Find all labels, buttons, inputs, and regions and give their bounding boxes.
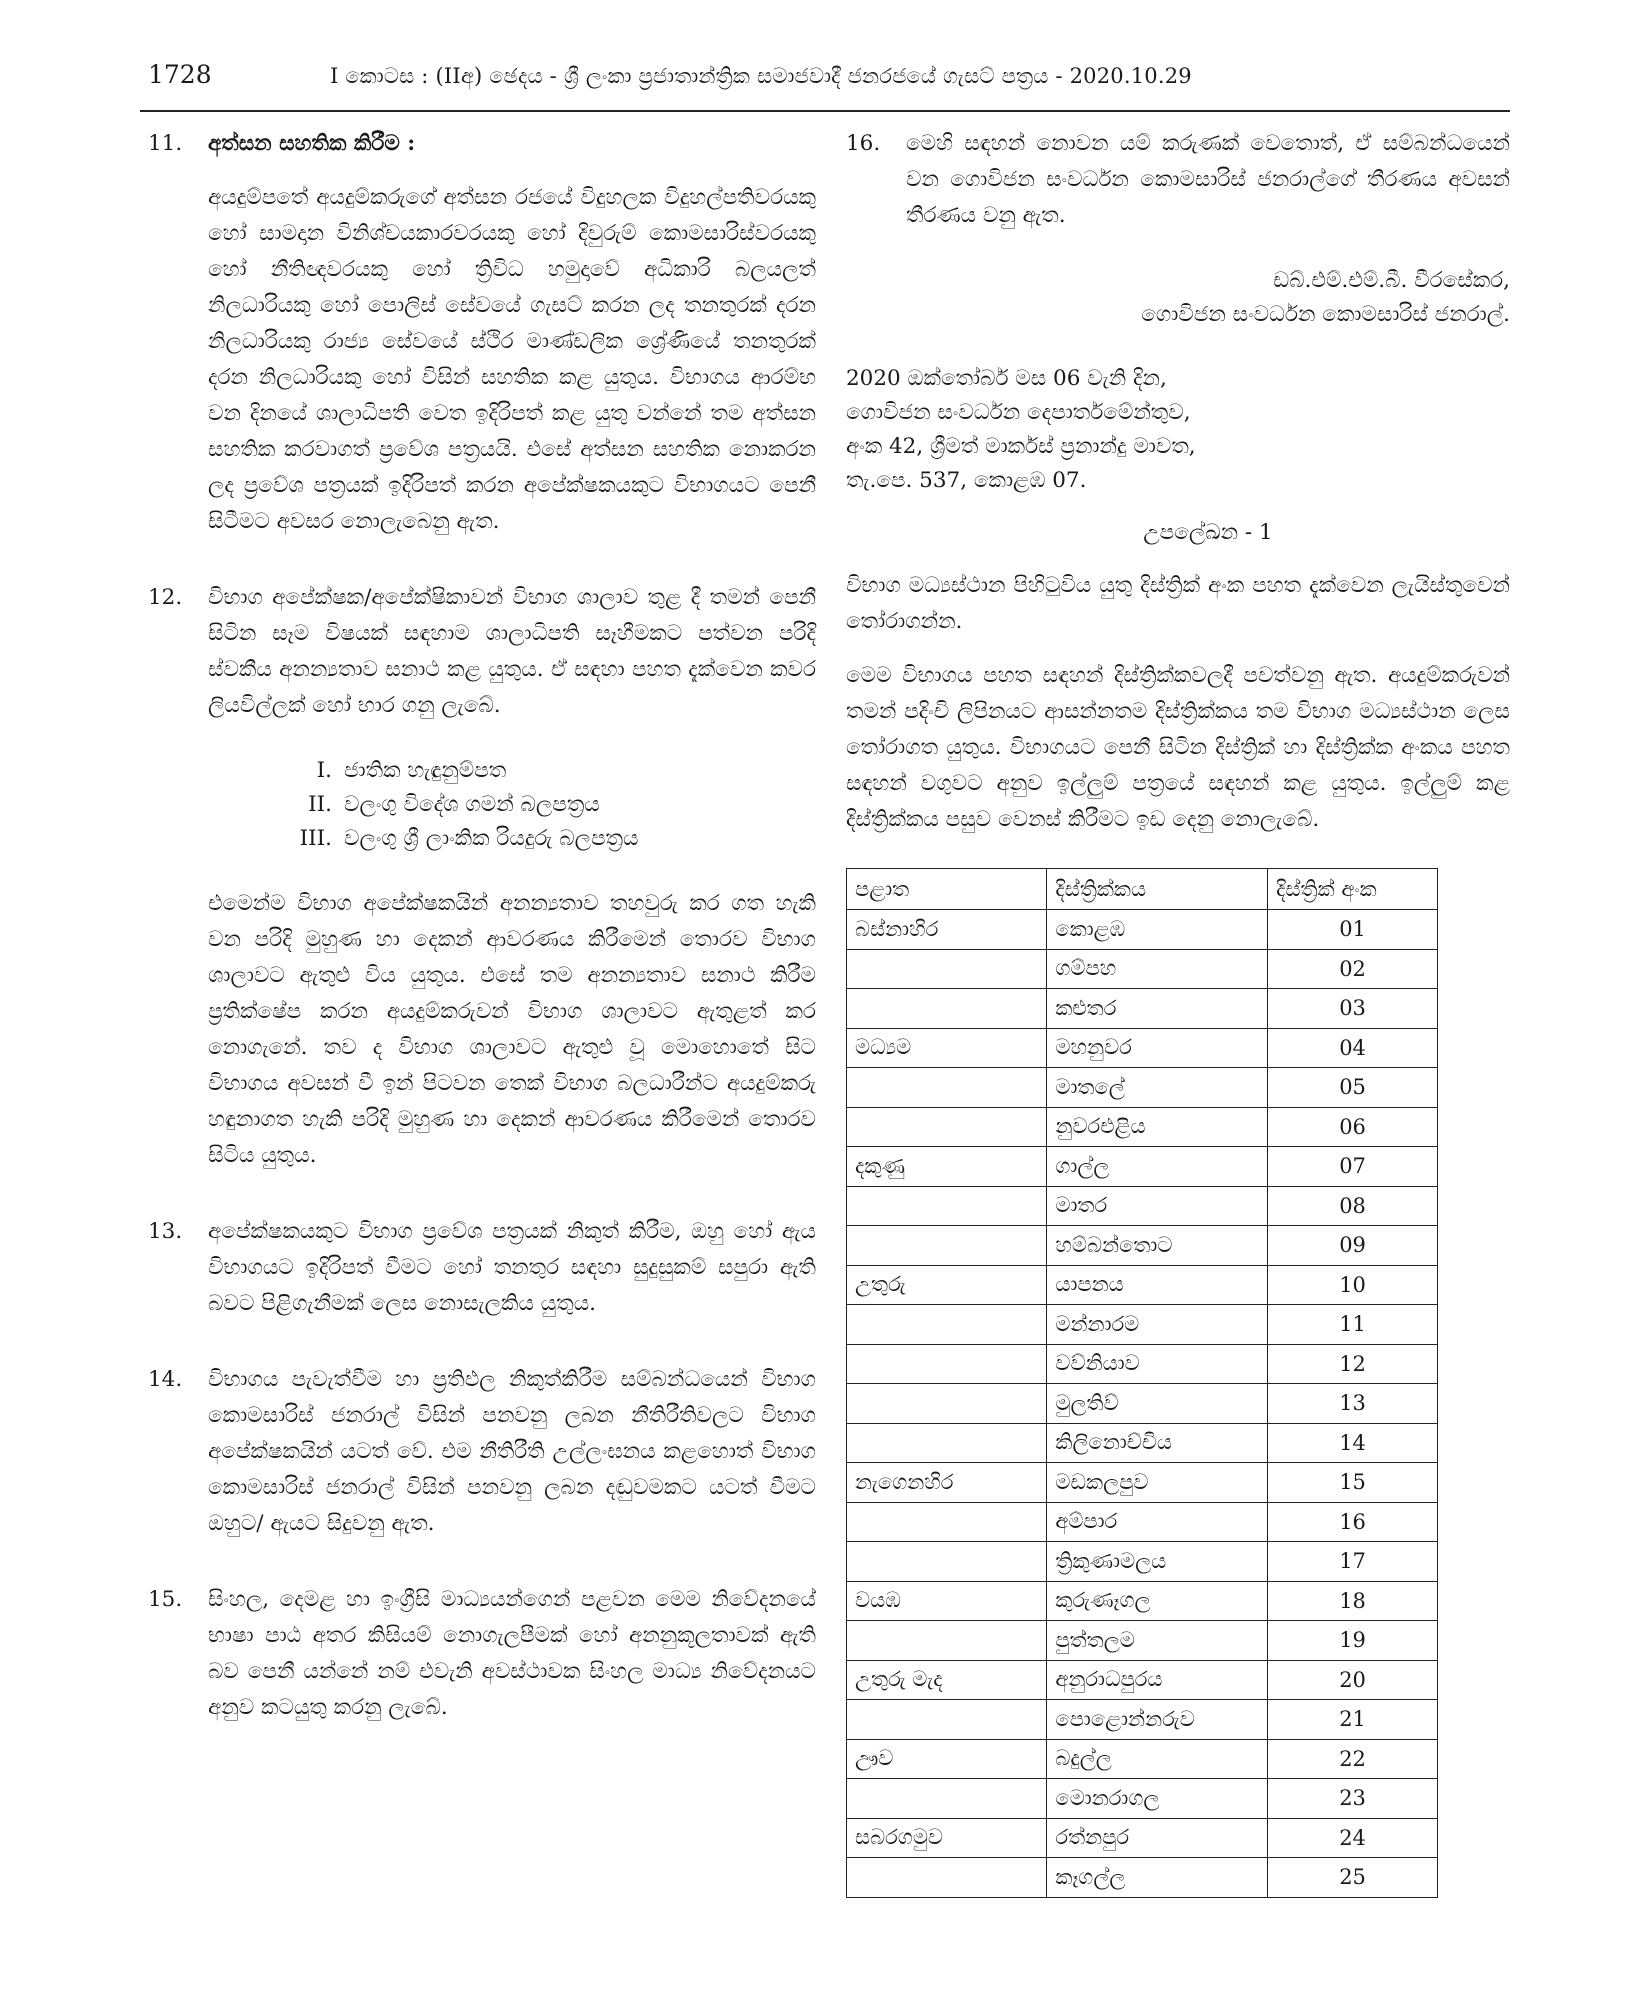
- cell-district-number: 05: [1268, 1068, 1438, 1108]
- section-text: සිංහල, දෙමළ හා ඉංග්‍රීසි මාධ්‍යයන්ගෙන් පළවන මෙම නිවේදනයේ භාෂා පාඨ අතර කිසියම් නොගැලපීමක් හෝ අනනුකූලතාවක් ඇති බව පෙනී යන්නේ නම් එවැනි අවස්ථාවක සිංහල මාධ්‍ය නිවේදනයට අනුව කටයුතු කරනු ලැබේ.: [208, 1587, 816, 1720]
- section-number: 12.: [148, 585, 183, 610]
- section-16: [846, 126, 1510, 234]
- cell-district: වව්නියාව: [1047, 1344, 1268, 1384]
- cell-district-number: 22: [1268, 1739, 1438, 1779]
- cell-district-number: 24: [1268, 1818, 1438, 1858]
- cell-district: කොළඹ: [1047, 910, 1268, 950]
- cell-district: ගම්පහ: [1047, 949, 1268, 989]
- cell-province: [847, 1621, 1047, 1661]
- district-table: [846, 868, 1438, 1898]
- section-number: 13.: [148, 1219, 183, 1244]
- cell-province: [847, 1305, 1047, 1345]
- section-number: 16.: [846, 131, 881, 156]
- table-row: [847, 910, 1438, 950]
- cell-province: නැගෙනහිර: [847, 1463, 1047, 1503]
- section-15: [148, 1582, 816, 1726]
- table-row: [847, 1423, 1438, 1463]
- table-row: [847, 989, 1438, 1029]
- table-body: [847, 910, 1438, 1898]
- cell-province: [847, 1542, 1047, 1582]
- cell-district: මොනරාගල: [1047, 1779, 1268, 1819]
- table-row: [847, 1107, 1438, 1147]
- column-header-district: දිස්ත්‍රික්කය: [1047, 869, 1268, 910]
- table-row: [847, 949, 1438, 989]
- cell-district: අම්පාර: [1047, 1502, 1268, 1542]
- annex-paragraph-2: මෙම විභාගය පහත සඳහන් දිස්ත්‍රික්කවලදී පවත්වනු ඇත. අයදුම්කරුවන් තමන් පදිංචි ලිපිනයට ආසන්නතම දිස්ත්‍රික්කය තම විභාග මධ්‍යස්ථාන ලෙස තෝරාගත යුතුය. විභාගයට පෙනී සිටින දිස්ත්‍රික් හා දිස්ත්‍රික්ක අංකය පහත සඳහන් වගුවට අනුව ඉල්ලුම් පත්‍රයේ සඳහන් කළ යුතුය. ඉල්ලුම් කළ දිස්ත්‍රික්කය පසුව වෙනස් කිරීමට ඉඩ දෙනු නොලැබේ.: [846, 663, 1510, 832]
- cell-district: මුලතිව්: [1047, 1384, 1268, 1424]
- cell-province: වයඹ: [847, 1581, 1047, 1621]
- list-item: III. වලංගු ශ්‍රී ලාංකික රියදුරු බලපත්‍රය: [299, 826, 639, 851]
- cell-district-number: 09: [1268, 1226, 1438, 1266]
- cell-province: ඌව: [847, 1739, 1047, 1779]
- cell-district-number: 18: [1268, 1581, 1438, 1621]
- cell-province: [847, 1186, 1047, 1226]
- cell-province: සබරගමුව: [847, 1818, 1047, 1858]
- section-13: [148, 1214, 816, 1322]
- cell-district-number: 02: [1268, 949, 1438, 989]
- cell-district: කළුතර: [1047, 989, 1268, 1029]
- table-row: [847, 1384, 1438, 1424]
- cell-district: මන්නාරම: [1047, 1305, 1268, 1345]
- table-row: [847, 1581, 1438, 1621]
- section-12: [148, 580, 816, 1174]
- cell-district-number: 03: [1268, 989, 1438, 1029]
- table-row: [847, 1502, 1438, 1542]
- cell-district-number: 06: [1268, 1107, 1438, 1147]
- table-row: [847, 1621, 1438, 1661]
- table-row: [847, 1305, 1438, 1345]
- cell-district-number: 17: [1268, 1542, 1438, 1582]
- cell-province: උතුරු: [847, 1265, 1047, 1305]
- cell-district: කෑගල්ල: [1047, 1858, 1268, 1898]
- cell-district: මහනුවර: [1047, 1028, 1268, 1068]
- cell-province: [847, 1858, 1047, 1898]
- table-row: [847, 1660, 1438, 1700]
- cell-province: බස්නාහිර: [847, 910, 1047, 950]
- section-number: 11.: [148, 131, 183, 156]
- signature-block: [846, 264, 1510, 332]
- cell-district-number: 25: [1268, 1858, 1438, 1898]
- section-text: අපේක්ෂකයකුට විභාග ප්‍රවේශ පත්‍රයක් නිකුත් කිරීම, ඔහු හෝ ඇය විභාගයට ඉදිරිපත් වීමට හෝ තනතුර සඳහා සුදුසුකම් සපුරා ඇති බවට පිළිගැනීමක් ලෙස නොසැලකිය යුතුය.: [208, 1219, 816, 1316]
- table-row: [847, 1028, 1438, 1068]
- signatory-title: ගොවිජන සංවර්ධන කොමසාරිස් ජනරාල්.: [1141, 302, 1510, 327]
- cell-district: මාතර: [1047, 1186, 1268, 1226]
- table-row: [847, 1779, 1438, 1819]
- section-number: 14.: [148, 1367, 183, 1392]
- section-text: මෙහි සඳහන් නොවන යම් කරුණක් වෙතොත්, ඒ සම්බන්ධයෙන් වන ගොවිජන සංවර්ධන කොමසාරිස් ජනරාල්ගේ තීරණය අවසන් තීරණය වනු ඇත.: [906, 131, 1510, 228]
- cell-province: [847, 1700, 1047, 1740]
- table-row: [847, 1265, 1438, 1305]
- cell-district-number: 19: [1268, 1621, 1438, 1661]
- cell-district-number: 13: [1268, 1384, 1438, 1424]
- section-14: [148, 1362, 816, 1542]
- table-row: [847, 1739, 1438, 1779]
- page-header: [0, 0, 1644, 120]
- section-text: අයදුම්පතේ අයදුම්කරුගේ අත්සන රජයේ විදුහලක විදුහල්පතිවරයකු හෝ සාමදාන විනිශ්චයකාරවරයකු හෝ දිවුරුම් කොමසාරිස්වරයකු හෝ නීතිඥවරයකු හෝ ත්‍රිවිධ හමුදාවේ අධිකාරි බලයලත් නිලධාරියකු හෝ පොලිස් සේවයේ ගැසට් කරන ලද තනතුරක් දරන නිලධාරියකු රාජ්‍ය සේවයේ ස්ථිර මාණ්ඩලික ශ්‍රේණියේ තනතුරක් දරන නිලධාරියකු හෝ විසින් සහතික කළ යුතුය. විභාගය ආරම්භ වන දිනයේ ශාලාධිපති වෙත ඉදිරිපත් කළ යුතු වන්නේ තම අත්සන සහතික කරවාගත් ප්‍රවේශ පත්‍රයයි. එසේ අත්සන සහතික නොකරන ලද ප්‍රවේශ පත්‍රයක් ඉදිරිපත් කරන අපේක්ෂකයකුට විභාගයට පෙනී සිටීමට අවසර නොලැබෙනු ඇත.: [208, 185, 816, 534]
- cell-province: [847, 1779, 1047, 1819]
- cell-district-number: 14: [1268, 1423, 1438, 1463]
- cell-district-number: 23: [1268, 1779, 1438, 1819]
- cell-district-number: 11: [1268, 1305, 1438, 1345]
- cell-province: දකුණු: [847, 1147, 1047, 1187]
- cell-district: යාපනය: [1047, 1265, 1268, 1305]
- cell-province: [847, 1344, 1047, 1384]
- cell-district-number: 12: [1268, 1344, 1438, 1384]
- cell-district: අනුරාධපුරය: [1047, 1660, 1268, 1700]
- cell-district: රත්නපුර: [1047, 1818, 1268, 1858]
- cell-district: කිලිනොච්චිය: [1047, 1423, 1268, 1463]
- address-line: අංක 42, ශ්‍රීමත් මාර්කස් ප්‍රනාන්දු මාවත,: [846, 434, 1196, 459]
- address-block: [846, 362, 1510, 498]
- cell-district-number: 15: [1268, 1463, 1438, 1503]
- cell-province: [847, 1226, 1047, 1266]
- cell-district: ගාල්ල: [1047, 1147, 1268, 1187]
- table-row: [847, 1068, 1438, 1108]
- column-header-province: පළාත: [847, 869, 1047, 910]
- section-text: විභාග අපේක්ෂක/අපේක්ෂිකාවන් විභාග ශාලාව තුළ දී තමන් පෙනී සිටින සෑම විෂයක් සඳහාම ශාලාධිපති සෑහීමකට පත්වන පරිදි ස්වකීය අනන්‍යතාව සනාථ කළ යුතුය. ඒ සඳහා පහත දැක්වෙන කවර ලියවිල්ලක් හෝ භාර ගනු ලැබේ.: [208, 585, 816, 718]
- section-text: විභාගය පැවැත්වීම හා ප්‍රතිඵල නිකුත්කිරීම සම්බන්ධයෙන් විභාග කොමසාරිස් ජනරාල් විසින් පනවනු ලබන නීතිරීතිවලට විභාග අපේක්ෂකයින් යටත් වේ. එම නීතිරීති උල්ලංඝනය කළහොත් විභාග කොමසාරිස් ජනරාල් විසින් පනවනු ලබන දඬුවමකට යටත් වීමට ඔහුට/ ඇයට සිදුවනු ඇත.: [208, 1367, 816, 1536]
- section-number: 15.: [148, 1587, 183, 1612]
- section-text-continued: එමෙන්ම විභාග අපේක්ෂකයින් අනන්‍යතාව තහවුරු කර ගත හැකි වන පරිදි මුහුණ හා දෙකන් ආවරණය කිරීමෙන් තොරව විභාග ශාලාවට ඇතුළු විය යුතුය. එසේ තම අනන්‍යතාව සනාථ කිරීම ප්‍රතික්ෂේප කරන අයදුම්කරුවන් විභාග ශාලාවට ඇතුළත් කර නොගැනේ. තව ද විභාග ශාලාවට ඇතුළු වූ මොහොතේ සිට විභාගය අවසන් වී ඉන් පිටවන තෙක් විභාග බලධාරීන්ට අයදුම්කරු හඳුනාගත හැකි පරිදි මුහුණ හා දෙකන් ආවරණය කිරීමෙන් තොරව සිටිය යුතුය.: [208, 891, 816, 1168]
- left-column: [148, 126, 816, 1726]
- cell-province: මධ්‍යම: [847, 1028, 1047, 1068]
- section-11: [148, 126, 816, 540]
- table-row: [847, 1700, 1438, 1740]
- cell-district: පුත්තලම: [1047, 1621, 1268, 1661]
- cell-district-number: 21: [1268, 1700, 1438, 1740]
- cell-district-number: 04: [1268, 1028, 1438, 1068]
- table-row: [847, 1226, 1438, 1266]
- cell-district: පොළොන්නරුව: [1047, 1700, 1268, 1740]
- table-row: [847, 1147, 1438, 1187]
- cell-province: [847, 1384, 1047, 1424]
- cell-province: [847, 1423, 1047, 1463]
- list-item: I. ජාතික හැඳුනුම්පත: [316, 758, 507, 783]
- cell-province: [847, 1068, 1047, 1108]
- signatory-name: ඩබ්.එම්.එම්.බී. වීරසේකර,: [1273, 268, 1510, 293]
- id-document-list: [278, 754, 816, 856]
- table-header-row: [847, 869, 1438, 910]
- address-line: ගොවිජන සංවර්ධන දෙපාර්තමේන්තුව,: [846, 400, 1191, 425]
- cell-district: බදුල්ල: [1047, 1739, 1268, 1779]
- right-column: [846, 126, 1510, 1898]
- table-row: [847, 1542, 1438, 1582]
- annex-title: උපලේඛන - 1: [1143, 520, 1273, 545]
- cell-district: නුවරඑළිය: [1047, 1107, 1268, 1147]
- cell-province: [847, 949, 1047, 989]
- address-line: තැ.පෙ. 537, කොළඹ 07.: [846, 468, 1087, 493]
- address-line: 2020 ඔක්තෝබර් මස 06 වැනි දින,: [846, 366, 1167, 391]
- cell-district: කුරුණෑගල: [1047, 1581, 1268, 1621]
- table-row: [847, 1818, 1438, 1858]
- cell-district: මාතලේ: [1047, 1068, 1268, 1108]
- cell-district-number: 08: [1268, 1186, 1438, 1226]
- table-row: [847, 1186, 1438, 1226]
- section-heading: අත්සන සහතික කිරීම :: [208, 131, 416, 156]
- table-row: [847, 1463, 1438, 1503]
- cell-province: [847, 1502, 1047, 1542]
- list-item: II. වලංගු විදේශ ගමන් බලපත්‍රය: [308, 792, 600, 817]
- cell-province: [847, 989, 1047, 1029]
- cell-district-number: 20: [1268, 1660, 1438, 1700]
- cell-district-number: 07: [1268, 1147, 1438, 1187]
- cell-district-number: 01: [1268, 910, 1438, 950]
- header-divider: [140, 110, 1510, 112]
- running-title: I කොටස : (IIඅ) ඡෙදය - ශ්‍රී ලංකා ප්‍රජාතාන්ත්‍රික සමාජවාදී ජනරජයේ ගැසට් පත්‍රය - 2020.10.29: [330, 64, 1192, 88]
- cell-district: ත්‍රිකුණාමලය: [1047, 1542, 1268, 1582]
- annex-paragraph-1: විභාග මධ්‍යස්ථාන පිහිටුවිය යුතු දිස්ත්‍රික් අංක පහත දැක්වෙන ලැයිස්තුවෙන් තෝරාගන්න.: [846, 573, 1510, 634]
- column-header-district-number: දිස්ත්‍රික් අංක: [1268, 869, 1438, 910]
- cell-district-number: 10: [1268, 1265, 1438, 1305]
- table-row: [847, 1858, 1438, 1898]
- table-row: [847, 1344, 1438, 1384]
- page-number: 1728: [148, 60, 212, 89]
- cell-province: [847, 1107, 1047, 1147]
- cell-province: උතුරු මැද: [847, 1660, 1047, 1700]
- cell-district: හම්බන්තොට: [1047, 1226, 1268, 1266]
- cell-district: මඩකලපුව: [1047, 1463, 1268, 1503]
- cell-district-number: 16: [1268, 1502, 1438, 1542]
